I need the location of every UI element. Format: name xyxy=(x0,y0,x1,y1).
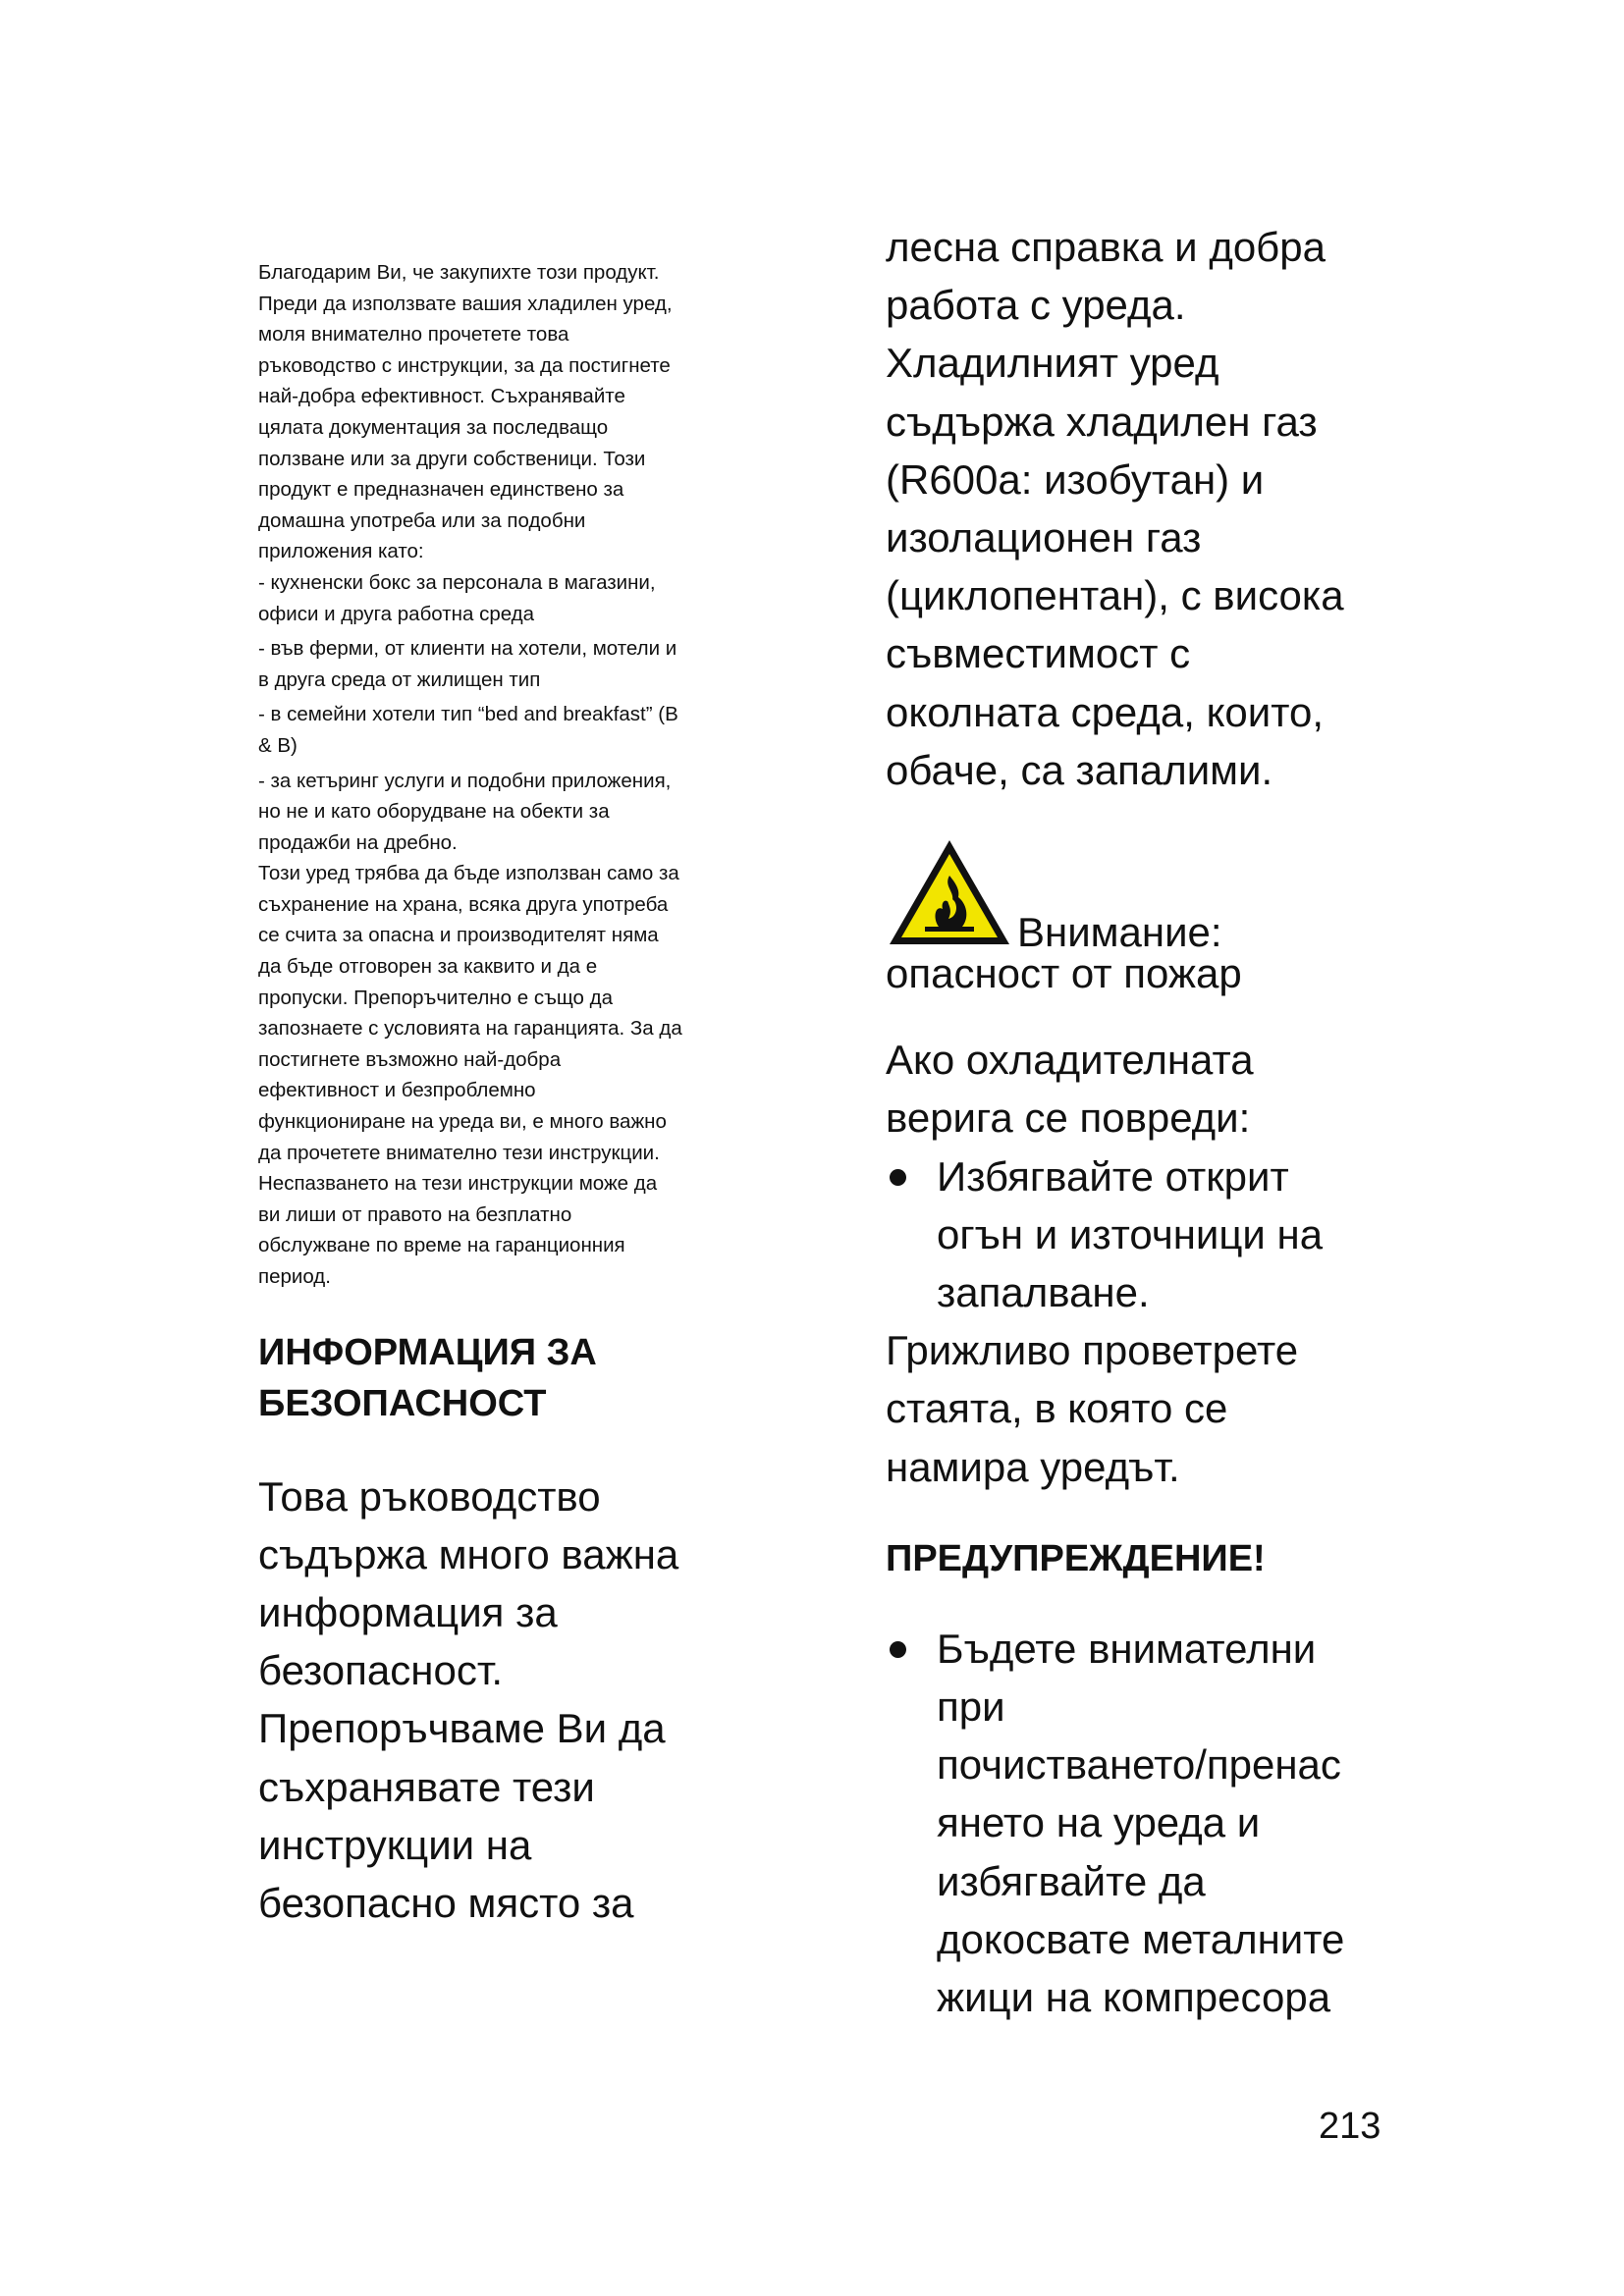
usage-item xyxy=(258,699,754,761)
usage-note-line: пропуски. Препоръчително е също да xyxy=(258,986,613,1009)
fire-warning-title: Внимание: xyxy=(1017,909,1222,956)
intro-line: продукт е предназначен единствено за xyxy=(258,478,624,502)
safety-paragraph xyxy=(258,1468,754,1933)
usage-note-line: се счита за опасна и производителят няма xyxy=(258,924,659,947)
usage-note-line: съхранение на храна, всяка друга употреба xyxy=(258,892,669,916)
circuit-bullet-line: Избягвайте открит xyxy=(937,1152,1289,1200)
right-column xyxy=(886,218,1396,2026)
usage-note-line: да бъде отговорен за каквито и да е xyxy=(258,955,598,979)
usage-line: в друга среда от жилищен тип xyxy=(258,667,541,691)
intro-line: ръководство с инструкции, за да постигнете xyxy=(258,353,671,377)
usage-note-line: ви лиши от правото на безплатно xyxy=(258,1202,572,1226)
intro-line: домашна употреба или за подобни xyxy=(258,508,586,532)
fire-warning xyxy=(886,836,1396,956)
warning-heading: ПРЕДУПРЕЖДЕНИЕ! xyxy=(886,1537,1266,1579)
caution-bullet-line: при xyxy=(937,1683,1005,1731)
caution-bullet-line: янето на уреда и xyxy=(937,1799,1261,1846)
caution-bullet-line: избягвайте да xyxy=(937,1857,1206,1904)
caution-bullet-line: докосвате металните xyxy=(937,1915,1345,1962)
right-intro-line: (циклопентан), с висока xyxy=(886,572,1344,619)
safety-line: инструкции на xyxy=(258,1821,532,1868)
usage-note-line: Неспазването на тези инструкции може да xyxy=(258,1172,658,1196)
right-intro-line: обаче, са запалими. xyxy=(886,746,1273,793)
safety-heading-line: БЕЗОПАСНОСТ xyxy=(258,1382,547,1424)
safety-heading-line: ИНФОРМАЦИЯ ЗА xyxy=(258,1331,597,1373)
circuit-damage-line: верига се повреди: xyxy=(886,1095,1251,1142)
usage-list xyxy=(258,567,754,858)
right-intro-line: работа с уреда. xyxy=(886,282,1186,329)
intro-line: приложения като: xyxy=(258,540,424,563)
usage-note-line: период. xyxy=(258,1265,331,1288)
circuit-damage-paragraph xyxy=(886,1031,1396,1147)
intro-line: цялата документация за последващо xyxy=(258,415,609,439)
caution-bullet-line: почистването/пренас xyxy=(937,1741,1341,1789)
usage-line: - в семейни хотели тип “bed and breakfast” (B xyxy=(258,703,678,726)
usage-note-line: Този уред трябва да бъде използван само за xyxy=(258,862,679,885)
fire-warning-subtitle: опасност от пожар xyxy=(886,950,1242,997)
circuit-bullet-item xyxy=(886,1148,1396,1322)
usage-item xyxy=(258,633,754,695)
caution-bullet-line: Бъдете внимателни xyxy=(937,1625,1317,1672)
page-number: 213 xyxy=(1319,2106,1381,2147)
caution-bullet-line: жици на компресора xyxy=(937,1974,1331,2021)
flammable-warning-icon xyxy=(886,836,1013,948)
safety-line: съхранявате тези xyxy=(258,1763,595,1810)
intro-line: Преди да използвате вашия хладилен уред, xyxy=(258,292,673,315)
intro-line: най-добра ефективност. Съхранявайте xyxy=(258,385,625,408)
usage-note-line: запознаете с условията на гаранцията. За да xyxy=(258,1017,682,1041)
usage-note-paragraph xyxy=(258,858,754,1292)
safety-line: Това ръководство xyxy=(258,1472,601,1520)
caution-bullet-item xyxy=(886,1620,1396,2026)
usage-note-line: да прочетете внимателно тези инструкции. xyxy=(258,1141,660,1164)
circuit-damage-line: Ако охладителната xyxy=(886,1037,1254,1084)
ventilation-paragraph xyxy=(886,1321,1396,1496)
safety-line: безопасност. xyxy=(258,1647,504,1694)
right-intro-line: (R600a: изобутан) и xyxy=(886,455,1265,503)
right-intro-line: Хладилният уред xyxy=(886,340,1219,387)
usage-note-line: функциониране на уреда ви, е много важно xyxy=(258,1110,667,1134)
safety-heading xyxy=(258,1327,754,1429)
left-column xyxy=(258,257,754,1932)
intro-line: ползване или за други собственици. Този xyxy=(258,447,646,470)
usage-line: - във ферми, от клиенти на хотели, мотели и xyxy=(258,637,677,661)
usage-item xyxy=(258,766,754,859)
ventilation-line: стаята, в която се xyxy=(886,1385,1228,1432)
intro-line: Благодарим Ви, че закупихте този продукт. xyxy=(258,261,660,284)
safety-line: безопасно място за xyxy=(258,1880,634,1927)
usage-line: - за кетъринг услуги и подобни приложения, xyxy=(258,769,672,792)
ventilation-line: Грижливо проветрете xyxy=(886,1327,1299,1374)
right-intro-line: лесна справка и добра xyxy=(886,224,1326,270)
usage-item xyxy=(258,567,754,629)
intro-line: моля внимателно прочетете това xyxy=(258,323,569,347)
usage-note-line: постигнете възможно най-добра xyxy=(258,1047,562,1071)
circuit-bullet-line: запалване. xyxy=(937,1269,1150,1316)
bullet-dot-icon xyxy=(890,1169,906,1186)
ventilation-line: намира уредът. xyxy=(886,1443,1180,1490)
bullet-dot-icon xyxy=(890,1641,906,1658)
usage-line: - кухненски бокс за персонала в магазини, xyxy=(258,570,656,594)
usage-line: но не и като оборудване на обекти за xyxy=(258,800,610,824)
circuit-bullet-line: огън и източници на xyxy=(937,1210,1324,1257)
right-intro-line: изолационен газ xyxy=(886,514,1202,561)
usage-note-line: ефективност и безпроблемно xyxy=(258,1079,536,1102)
usage-line: & B) xyxy=(258,733,298,757)
safety-line: Препоръчваме Ви да xyxy=(258,1705,666,1752)
right-intro-line: съвместимост с xyxy=(886,630,1191,677)
right-intro-line: околната среда, които, xyxy=(886,688,1325,735)
usage-note-line: обслужване по време на гаранционния xyxy=(258,1234,625,1257)
usage-line: офиси и друга работна среда xyxy=(258,602,535,625)
intro-paragraph xyxy=(258,257,754,567)
safety-line: съдържа много важна xyxy=(258,1530,679,1577)
right-intro-line: съдържа хладилен газ xyxy=(886,398,1318,445)
safety-line: информация за xyxy=(258,1589,558,1635)
right-intro-paragraph xyxy=(886,218,1396,799)
usage-line: продажби на дребно. xyxy=(258,830,458,854)
